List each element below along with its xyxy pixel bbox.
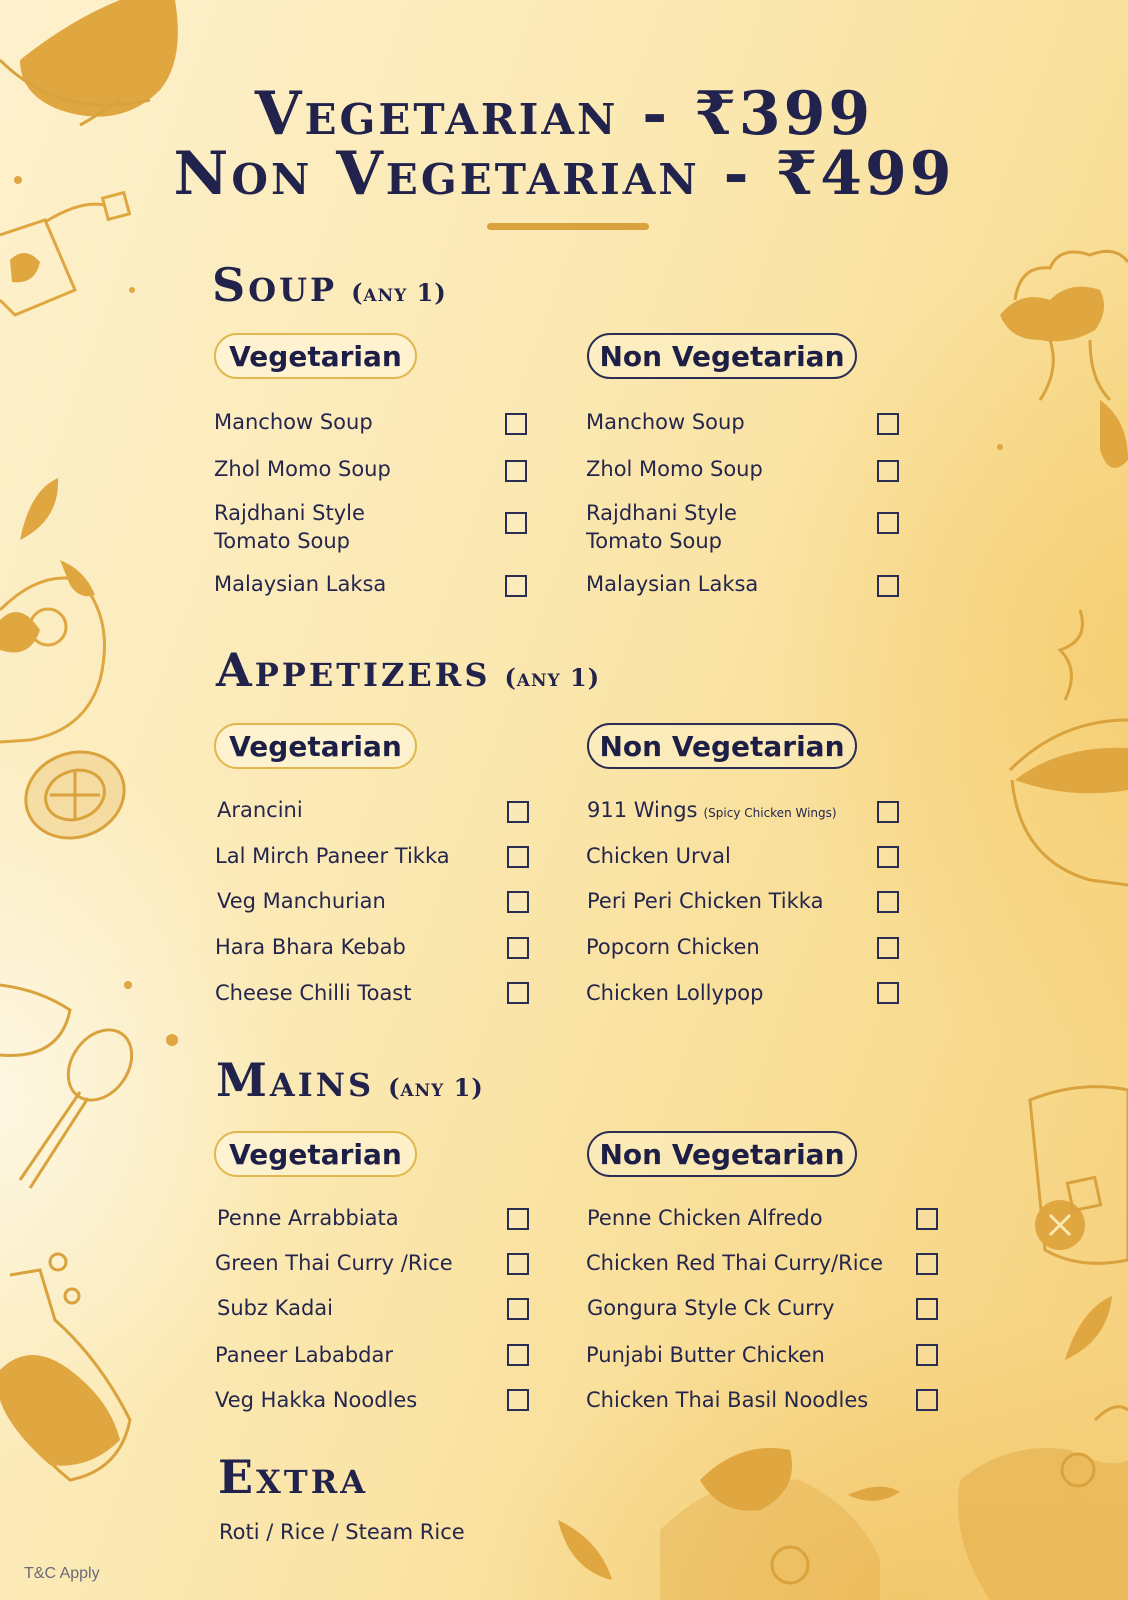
terms-and-conditions: T&C Apply xyxy=(24,1565,100,1582)
header-divider xyxy=(487,223,649,230)
soup-nonveg-item-4: Malaysian Laksa xyxy=(586,572,759,596)
appetizers-veg-checkbox-1[interactable] xyxy=(507,801,529,823)
soup-veg-item-4: Malaysian Laksa xyxy=(214,572,387,596)
mains-veg-item-1: Penne Arrabbiata xyxy=(217,1206,399,1230)
mains-nonveg-checkbox-2[interactable] xyxy=(916,1253,938,1275)
mains-nonveg-item-2: Chicken Red Thai Curry/Rice xyxy=(586,1251,884,1275)
soup-section-title xyxy=(212,258,447,312)
appetizers-nonveg-item-3: Peri Peri Chicken Tikka xyxy=(587,889,824,913)
sauce-bottle-icon xyxy=(0,1254,130,1480)
soup-nonveg-checkbox-1[interactable] xyxy=(877,413,899,435)
mains-veg-checkbox-4[interactable] xyxy=(507,1344,529,1366)
broccoli-icon xyxy=(1000,251,1128,468)
appetizers-nonveg-item-5: Chicken Lollypop xyxy=(586,981,764,1005)
soup-nonveg-item-2: Zhol Momo Soup xyxy=(586,457,763,481)
soup-veg-label: Vegetarian xyxy=(214,333,417,379)
appetizers-veg-checkbox-2[interactable] xyxy=(507,846,529,868)
mains-veg-item-3: Subz Kadai xyxy=(217,1296,333,1320)
appetizers-nonveg-item-2: Chicken Urval xyxy=(586,844,731,868)
mains-veg-checkbox-2[interactable] xyxy=(507,1253,529,1275)
mains-nonveg-checkbox-3[interactable] xyxy=(916,1298,938,1320)
mains-veg-item-4: Paneer Lababdar xyxy=(215,1343,393,1367)
price-header xyxy=(0,79,1128,209)
extra-title: Extra xyxy=(218,1450,369,1504)
appetizers-veg-item-1: Arancini xyxy=(217,798,303,822)
appetizers-veg-checkbox-5[interactable] xyxy=(507,982,529,1004)
appetizers-section-title xyxy=(216,643,600,697)
soup-nonveg-label: Non Vegetarian xyxy=(587,333,857,379)
appetizers-veg-label: Vegetarian xyxy=(214,723,417,769)
soup-nonveg-item-3b: Tomato Soup xyxy=(586,529,723,553)
lemon-slice-icon xyxy=(14,738,137,851)
salad-bowl-icon xyxy=(660,1407,1128,1600)
soup-veg-checkbox-2[interactable] xyxy=(505,460,527,482)
mains-nonveg-item-3: Gongura Style Ck Curry xyxy=(587,1296,835,1320)
mains-nonveg-item-4: Punjabi Butter Chicken xyxy=(586,1343,825,1367)
drink-glass-icon xyxy=(1030,1087,1128,1264)
appetizers-nonveg-label: Non Vegetarian xyxy=(587,723,857,769)
wings-description: (Spicy Chicken Wings) xyxy=(703,806,837,820)
lemon-jar-icon xyxy=(0,560,105,742)
soup-bowl-icon xyxy=(1010,610,1128,885)
soup-veg-item-3a: Rajdhani Style xyxy=(214,501,365,525)
soup-veg-checkbox-4[interactable] xyxy=(505,575,527,597)
appetizers-nonveg-checkbox-4[interactable] xyxy=(877,937,899,959)
appetizers-veg-checkbox-4[interactable] xyxy=(507,937,529,959)
soup-veg-item-3b: Tomato Soup xyxy=(214,529,351,553)
soup-veg-item-2: Zhol Momo Soup xyxy=(214,457,391,481)
soup-veg-checkbox-1[interactable] xyxy=(505,413,527,435)
mains-note: (any 1) xyxy=(388,1073,484,1102)
mains-nonveg-checkbox-4[interactable] xyxy=(916,1344,938,1366)
appetizers-nonveg-checkbox-5[interactable] xyxy=(877,982,899,1004)
appetizers-nonveg-checkbox-1[interactable] xyxy=(877,801,899,823)
mains-nonveg-label: Non Vegetarian xyxy=(587,1131,857,1177)
mains-veg-checkbox-5[interactable] xyxy=(507,1389,529,1411)
mains-veg-item-5: Veg Hakka Noodles xyxy=(215,1388,418,1412)
mains-nonveg-checkbox-5[interactable] xyxy=(916,1389,938,1411)
appetizers-note: (any 1) xyxy=(504,663,601,692)
appetizers-nonveg-item-1 xyxy=(587,797,837,827)
appetizers-veg-item-4: Hara Bhara Kebab xyxy=(215,935,406,959)
extra-items: Roti / Rice / Steam Rice xyxy=(219,1520,465,1544)
soup-nonveg-checkbox-2[interactable] xyxy=(877,460,899,482)
soup-title: Soup xyxy=(212,258,338,312)
mains-section-title xyxy=(216,1053,484,1107)
veg-price-heading: Vegetarian - ₹399 xyxy=(254,79,874,149)
appetizers-nonveg-checkbox-3[interactable] xyxy=(877,891,899,913)
mains-title: Mains xyxy=(216,1053,375,1107)
mains-veg-label: Vegetarian xyxy=(214,1131,417,1177)
soup-nonveg-checkbox-4[interactable] xyxy=(877,575,899,597)
extra-section-title xyxy=(218,1450,368,1504)
mains-nonveg-item-1: Penne Chicken Alfredo xyxy=(587,1206,823,1230)
mains-veg-item-2: Green Thai Curry /Rice xyxy=(215,1251,453,1275)
appetizers-veg-item-5: Cheese Chilli Toast xyxy=(215,981,412,1005)
appetizers-nonveg-checkbox-2[interactable] xyxy=(877,846,899,868)
wings-name: 911 Wings xyxy=(587,798,698,822)
spoon-icon xyxy=(0,985,145,1188)
soup-veg-item-1: Manchow Soup xyxy=(214,410,373,434)
mains-nonveg-checkbox-1[interactable] xyxy=(916,1208,938,1230)
appetizers-nonveg-item-4: Popcorn Chicken xyxy=(586,935,760,959)
mains-nonveg-item-5: Chicken Thai Basil Noodles xyxy=(586,1388,869,1412)
soup-nonveg-item-3a: Rajdhani Style xyxy=(586,501,737,525)
mains-veg-checkbox-1[interactable] xyxy=(507,1208,529,1230)
soup-nonveg-checkbox-3[interactable] xyxy=(877,512,899,534)
appetizers-veg-item-2: Lal Mirch Paneer Tikka xyxy=(215,844,450,868)
nonveg-price-heading: Non Vegetarian - ₹499 xyxy=(173,139,955,209)
soup-nonveg-item-1: Manchow Soup xyxy=(586,410,745,434)
mains-veg-checkbox-3[interactable] xyxy=(507,1298,529,1320)
appetizers-title: Appetizers xyxy=(216,643,491,697)
tea-bag-icon xyxy=(0,193,129,315)
soup-veg-checkbox-3[interactable] xyxy=(505,512,527,534)
appetizers-veg-item-3: Veg Manchurian xyxy=(217,889,386,913)
appetizers-veg-checkbox-3[interactable] xyxy=(507,891,529,913)
soup-note: (any 1) xyxy=(351,278,447,307)
